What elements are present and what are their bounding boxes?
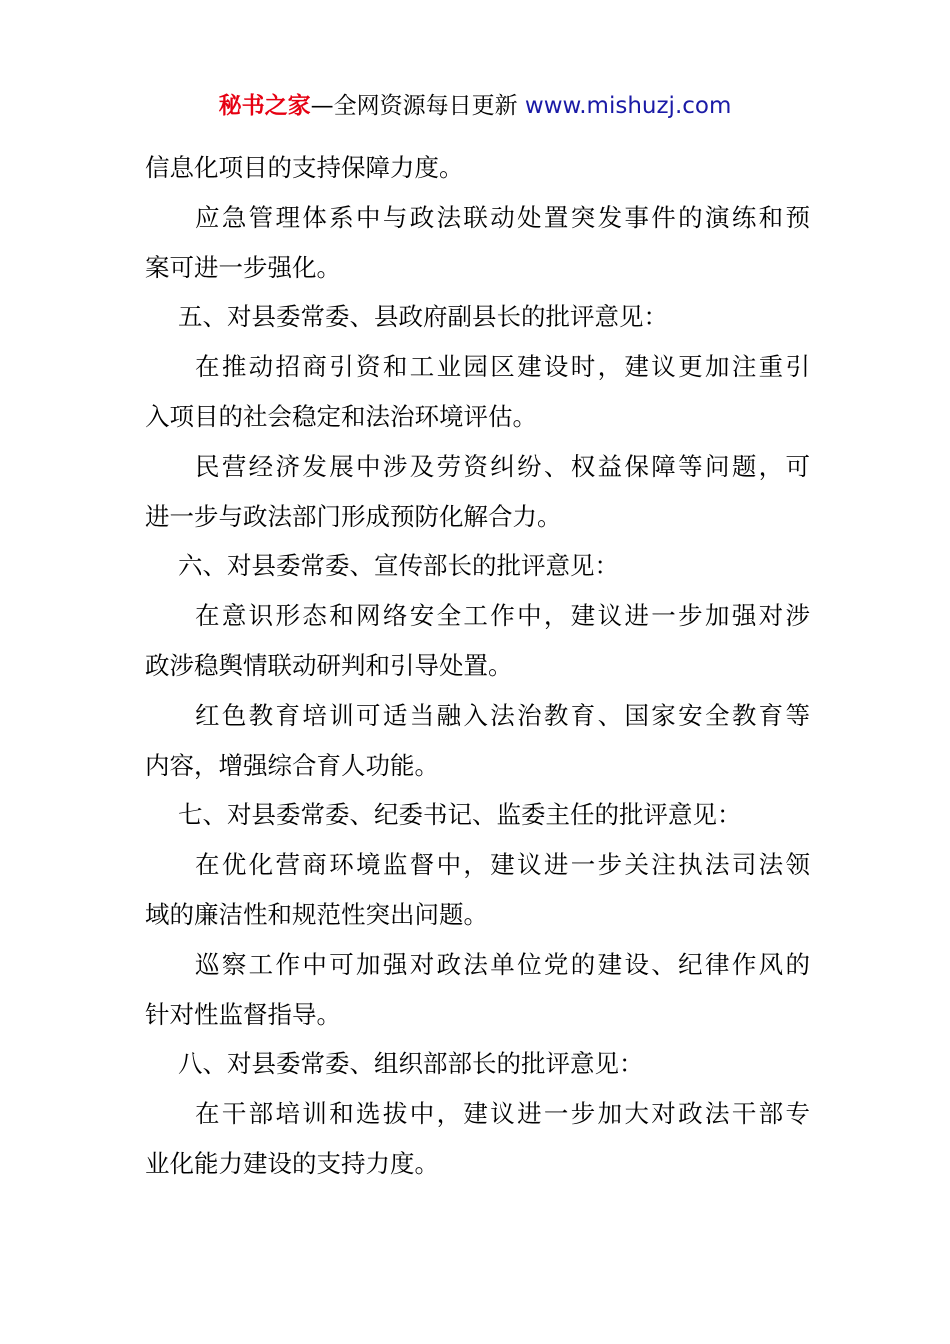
paragraph-line: 红色教育培训可适当融入法治教育、国家安全教育等 (195, 700, 810, 730)
body-line: 业化能力建设的支持力度。 (145, 1148, 439, 1178)
site-tagline: —全网资源每日更新 (310, 93, 525, 119)
site-url-link[interactable]: www.mishuzj.com (524, 93, 732, 119)
body-line: 域的廉洁性和规范性突出问题。 (145, 899, 488, 929)
paragraph-line: 应急管理体系中与政法联动处置突发事件的演练和预 (195, 202, 810, 232)
paragraph-line: 在优化营商环境监督中，建议进一步关注执法司法领 (195, 850, 810, 880)
paragraph-line: 巡察工作中可加强对政法单位党的建设、纪律作风的 (195, 949, 810, 979)
body-line: 案可进一步强化。 (145, 252, 341, 282)
body-line: 信息化项目的支持保障力度。 (145, 153, 464, 182)
site-brand: 秘书之家 (218, 93, 311, 119)
body-line: 内容，增强综合育人功能。 (145, 750, 439, 780)
body-line: 政涉稳舆情联动研判和引导处置。 (145, 650, 513, 680)
section-heading: 八、对县委常委、组织部部长的批评意见： (178, 1049, 644, 1079)
body-line: 进一步与政法部门形成预防化解合力。 (145, 501, 562, 531)
section-heading: 七、对县委常委、纪委书记、监委主任的批评意见： (178, 800, 742, 830)
page-header (0, 86, 950, 126)
section-heading: 五、对县委常委、县政府副县长的批评意见： (178, 302, 668, 332)
paragraph-line: 在意识形态和网络安全工作中，建议进一步加强对涉 (195, 601, 810, 631)
document-body (145, 143, 810, 1189)
paragraph-line: 在干部培训和选拔中，建议进一步加大对政法干部专 (195, 1099, 810, 1129)
paragraph-line: 在推动招商引资和工业园区建设时，建议更加注重引 (195, 352, 810, 382)
body-line: 入项目的社会稳定和法治环境评估。 (145, 401, 537, 431)
paragraph-line: 民营经济发展中涉及劳资纠纷、权益保障等问题，可 (195, 451, 810, 481)
section-heading: 六、对县委常委、宣传部长的批评意见： (178, 551, 619, 581)
body-line: 针对性监督指导。 (145, 999, 341, 1029)
